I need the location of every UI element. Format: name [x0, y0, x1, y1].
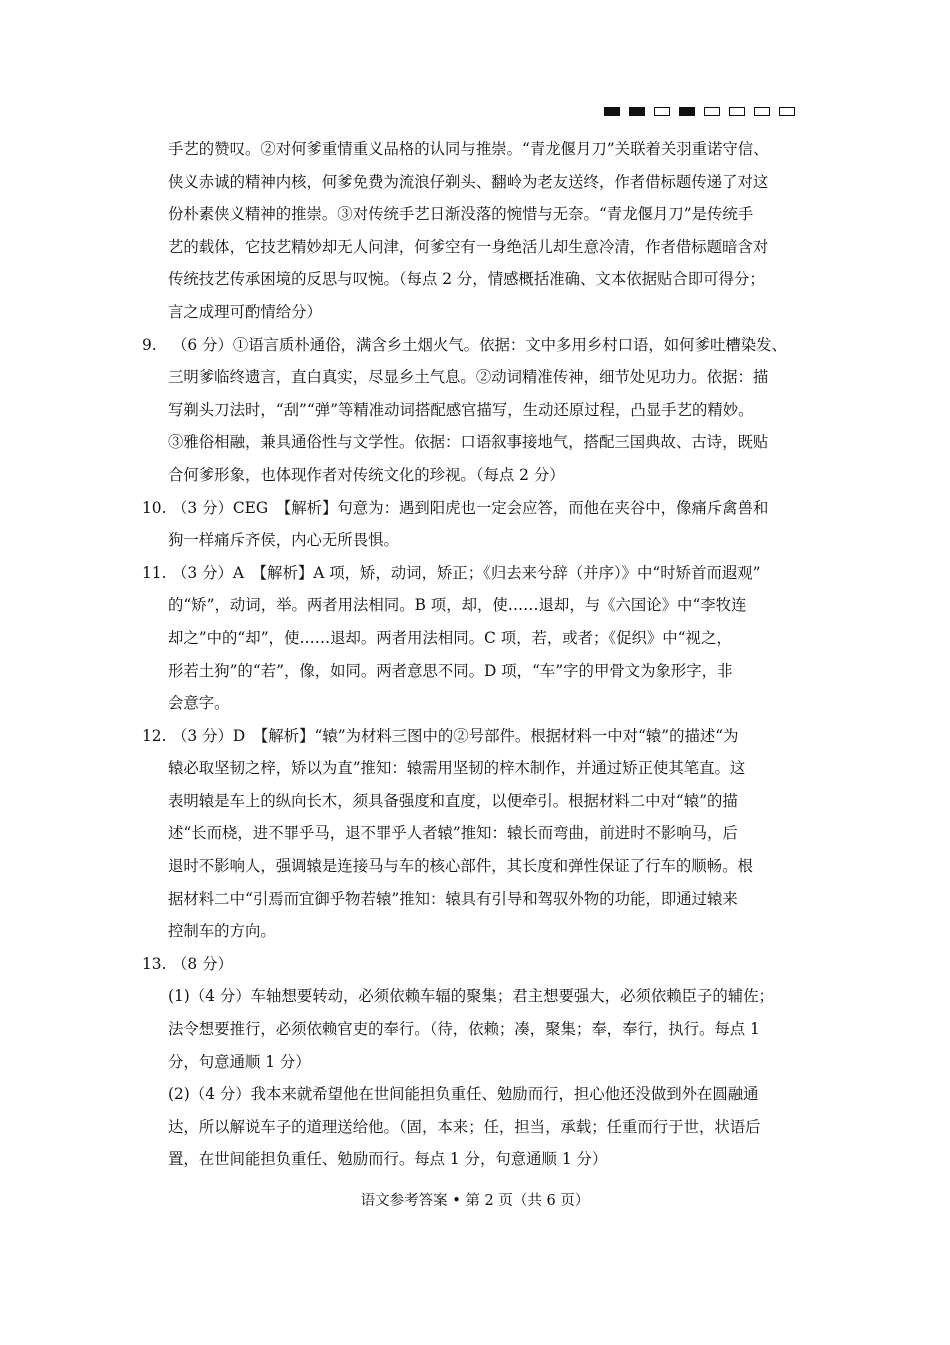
answer-line: [142, 263, 818, 296]
answer-line: [142, 915, 818, 948]
answer-line: [142, 329, 818, 362]
answer-line: [142, 622, 818, 655]
question-number: 10.: [142, 498, 167, 517]
answer-line: [142, 817, 818, 850]
answer-text: 会意字。: [168, 694, 230, 713]
answer-line: [142, 133, 818, 166]
answer-text: 法令想要推行，必须依赖官吏的奉行。（待，依赖；凑，聚集；奉，奉行，执行。每点 1: [168, 1020, 760, 1039]
answer-text: 手艺的赞叹。②对何爹重情重义品格的认同与推崇。“青龙偃月刀”关联着关羽重诺守信、: [168, 140, 769, 158]
answer-text: 传统技艺传承困境的反思与叹惋。（每点 2 分，情感概括准确、文本依据贴合即可得分；: [168, 270, 765, 289]
answer-text: 述“长而桡，进不罪乎马，退不罪乎人者辕”推知：辕长而弯曲，前进时不影响马，后: [168, 824, 738, 843]
header-marker-square: [654, 107, 670, 116]
question-number: 9.: [142, 335, 157, 354]
answer-line: [142, 1143, 818, 1176]
answer-text: 控制车的方向。: [168, 922, 276, 941]
answer-text: （8 分）: [172, 954, 233, 973]
answer-text: (1)（4 分）车轴想要转动，必须依赖车辐的聚集；君主想要强大，必须依赖臣子的辅佐；: [168, 987, 774, 1006]
answer-text: 份朴素侠义精神的推崇。③对传统手艺日渐没落的惋惜与无奈。“青龙偃月刀”是传统手: [168, 205, 754, 224]
answer-line: [142, 492, 818, 525]
header-marker-square: [754, 107, 770, 116]
answer-text: 置，在世间能担负重任、勉励而行。每点 1 分，句意通顺 1 分）: [168, 1150, 608, 1169]
question-number: 11.: [142, 563, 167, 582]
answer-line: [142, 1046, 818, 1079]
answer-line: [142, 198, 818, 231]
answer-line: [142, 752, 818, 785]
answer-line: [142, 166, 818, 199]
header-marker-square: [679, 107, 695, 116]
answer-text: 合何爹形象，也体现作者对传统文化的珍视。（每点 2 分）: [168, 465, 565, 484]
answer-text: ③雅俗相融，兼具通俗性与文学性。依据：口语叙事接地气，搭配三国典故、古诗，既贴: [168, 433, 769, 452]
answer-line: [142, 1111, 818, 1144]
header-marker-square: [629, 107, 645, 116]
answer-line: [142, 589, 818, 622]
answer-text: 侠义赤诚的精神内核，何爹免费为流浪仔剃头、翻岭为老友送终，作者借标题传递了对这: [168, 172, 769, 191]
header-marker-square: [779, 107, 795, 116]
answer-line: [142, 655, 818, 688]
answer-text: 达，所以解说车子的道理送给他。（固，本来；任，担当，承载；任重而行于世，状语后: [168, 1117, 761, 1136]
answer-text: 退时不影响人，强调辕是连接马与车的核心部件，其长度和弹性保证了行车的顺畅。根: [168, 857, 753, 876]
answer-line: [142, 687, 818, 720]
answer-line: [142, 231, 818, 264]
answer-text: 形若土狗”的“若”，像，如同。两者意思不同。D 项，“车”字的甲骨文为象形字，非: [168, 661, 733, 680]
page-footer: 语文参考答案 • 第 2 页（共 6 页）: [360, 1193, 590, 1209]
answer-line: [142, 426, 818, 459]
answer-text: 写剃头刀法时，“刮”“弹”等精准动词搭配感官描写，生动还原过程，凸显手艺的精妙。: [168, 400, 754, 419]
answer-line: [142, 1078, 818, 1111]
answer-line: [142, 1013, 818, 1046]
answer-text: （3 分）CEG 【解析】句意为：遇到阳虎也一定会应答，而他在夹谷中，像痛斥禽兽和: [172, 498, 769, 517]
answer-line: [142, 948, 818, 981]
header-marker-square: [729, 107, 745, 116]
answer-text: 表明辕是车上的纵向长木，须具备强度和直度，以便牵引。根据材料二中对“辕”的描: [168, 791, 738, 810]
answer-text: 三明爹临终遗言，直白真实，尽显乡土气息。②动词精准传神，细节处见功力。依据：描: [168, 368, 769, 387]
question-number: 13.: [142, 954, 167, 973]
answer-line: [142, 394, 818, 427]
answer-line: [142, 850, 818, 883]
question-number: 12.: [142, 726, 167, 745]
answer-text: 言之成理可酌情给分）: [168, 302, 322, 321]
answer-content: [142, 133, 818, 1176]
answer-text: （3 分）A 【解析】A 项，矫，动词，矫正；《归去来兮辞（并序）》中“时矫首而遐观”: [172, 563, 761, 582]
answer-line: [142, 296, 818, 329]
answer-text: 分，句意通顺 1 分）: [168, 1052, 311, 1071]
header-marker-square: [704, 107, 720, 116]
answer-text: 却之”中的“却”，使……退却。两者用法相同。C 项，若，或者；《促织》中“视之，: [168, 628, 732, 647]
header-marker-square: [604, 107, 620, 116]
answer-line: [142, 785, 818, 818]
answer-text: 狗一样痛斥齐侯，内心无所畏惧。: [168, 531, 399, 550]
answer-line: [142, 883, 818, 916]
answer-text: 艺的载体，它技艺精妙却无人问津，何爹空有一身绝活儿却生意冷清，作者借标题暗含对: [168, 237, 769, 256]
answer-line: [142, 720, 818, 753]
answer-text: 辕必取坚韧之梓，矫以为直”推知：辕需用坚韧的梓木制作，并通过矫正使其笔直。这: [168, 759, 746, 778]
answer-line: [142, 459, 818, 492]
answer-text: 据材料二中“引焉而宜御乎物若辕”推知：辕具有引导和驾驭外物的功能，即通过辕来: [168, 889, 738, 908]
answer-text: （3 分）D 【解析】“辕”为材料三图中的②号部件。根据材料一中对“辕”的描述“为: [172, 726, 739, 745]
answer-text: (2)（4 分）我本来就希望他在世间能担负重任、勉励而行，担心他还没做到外在圆融通: [168, 1085, 759, 1104]
answer-text: （6 分）①语言质朴通俗，满含乡土烟火气。依据：文中多用乡村口语，如何爹吐槽染发、: [172, 335, 787, 354]
answer-line: [142, 524, 818, 557]
answer-line: [142, 557, 818, 590]
answer-text: 的“矫”，动词，举。两者用法相同。B 项，却，使……退却，与《六国论》中“李牧连: [168, 596, 747, 615]
answer-line: [142, 980, 818, 1013]
header-marker-strip: [604, 107, 795, 119]
answer-line: [142, 361, 818, 394]
